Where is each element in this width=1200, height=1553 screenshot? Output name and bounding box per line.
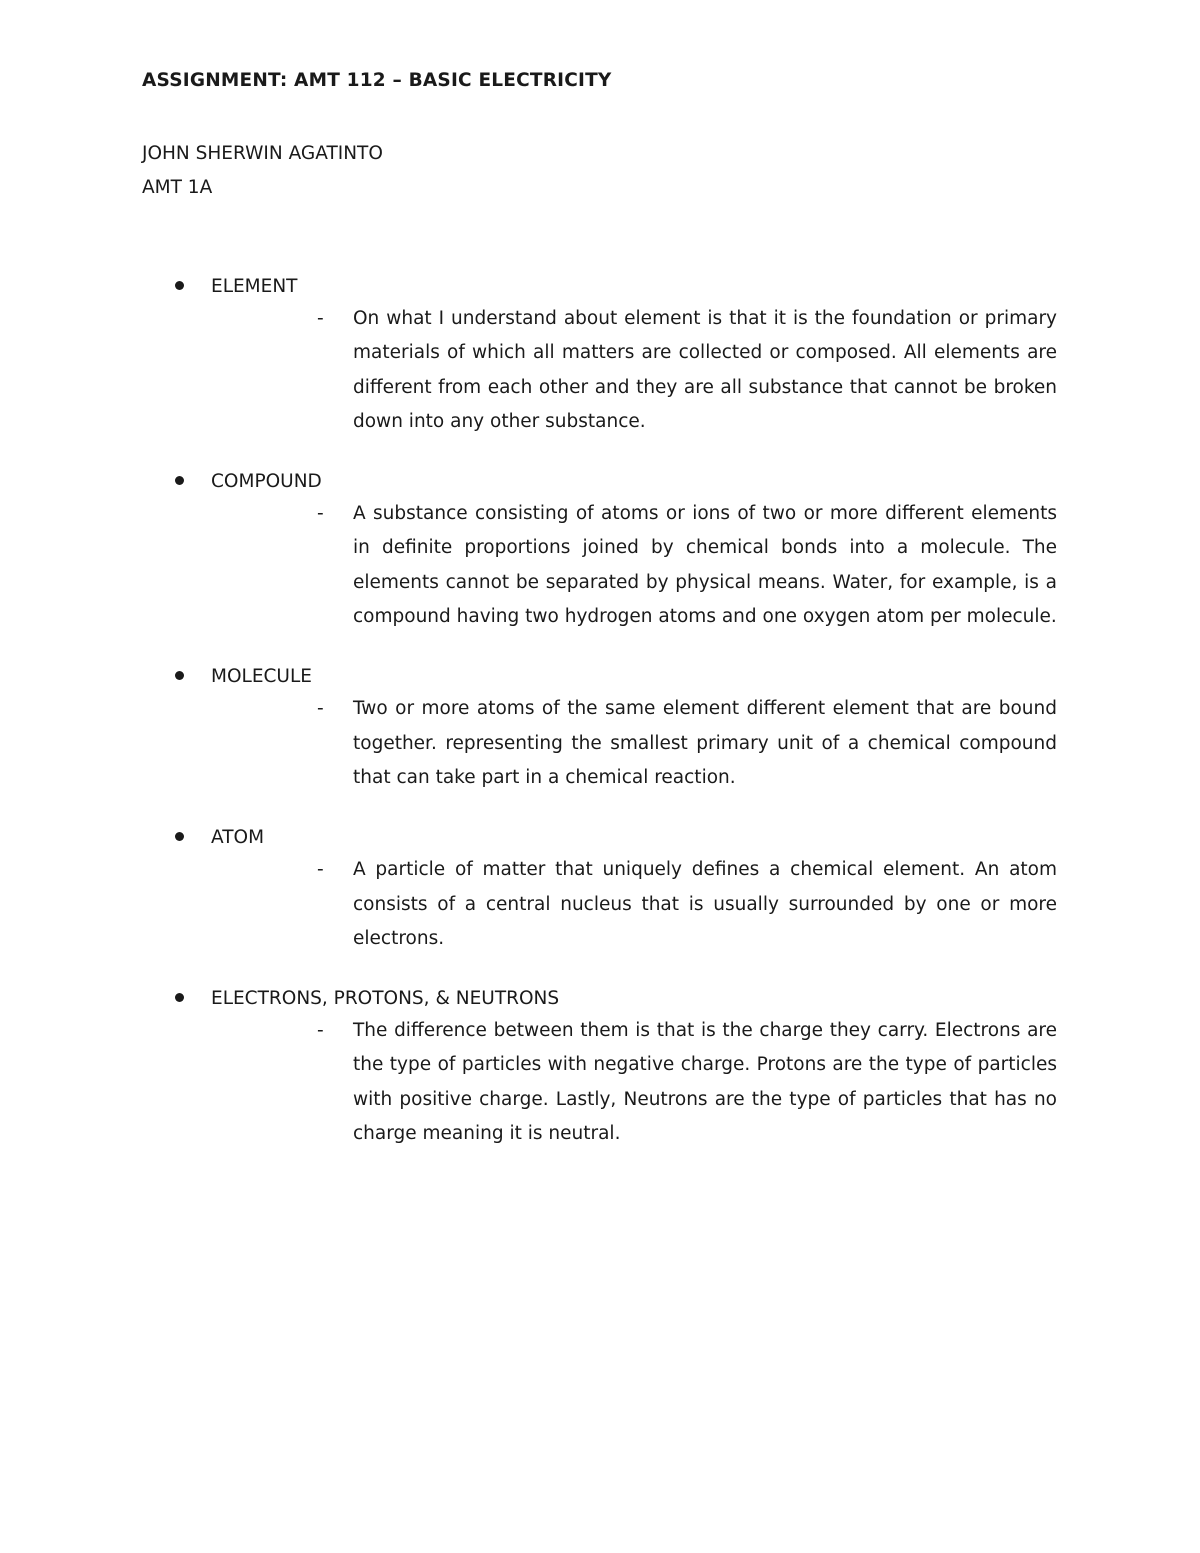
term-item-compound xyxy=(0,471,1200,634)
bullet-icon xyxy=(175,993,184,1002)
term-item-molecule xyxy=(0,666,1200,795)
dash-marker: - xyxy=(317,308,324,329)
dash-marker: - xyxy=(317,859,324,881)
term-label: ELEMENT xyxy=(211,276,298,297)
term-label: ATOM xyxy=(211,827,265,849)
bullet-icon xyxy=(175,832,184,841)
dash-marker: - xyxy=(317,698,324,720)
class-section: AMT 1A xyxy=(142,177,213,198)
author-name: JOHN SHERWIN AGATINTO xyxy=(142,143,383,164)
term-definition: Two or more atoms of the same element different element that are bound together. representing the smallest primary unit of a chemical compound that can take part in a chemical reaction. xyxy=(353,698,1057,788)
term-item-element xyxy=(0,276,1200,439)
bullet-icon xyxy=(175,281,184,290)
term-item-atom xyxy=(0,827,1200,956)
term-definition: The difference between them is that is the charge they carry. Electrons are the type of particles with negative charge. Protons are the type of particles with positive charge. Lastly, Neutrons are the type of particles that has no charge meaning it is neutral. xyxy=(353,1020,1057,1145)
bullet-icon xyxy=(175,476,184,485)
term-list xyxy=(0,276,1200,1183)
document-title: ASSIGNMENT: AMT 112 – BASIC ELECTRICITY xyxy=(142,70,612,91)
term-label: ELECTRONS, PROTONS, & NEUTRONS xyxy=(211,988,560,1010)
term-definition: On what I understand about element is that it is the foundation or primary materials of which all matters are collected or composed. All elements are different from each other and they are all substance that cannot be broken down into any other substance. xyxy=(353,308,1057,432)
dash-marker: - xyxy=(317,503,324,525)
term-item-particles xyxy=(0,988,1200,1151)
bullet-icon xyxy=(175,671,184,680)
term-definition: A particle of matter that uniquely defines a chemical element. An atom consists of a central nucleus that is usually surrounded by one or more electrons. xyxy=(353,859,1057,949)
term-label: COMPOUND xyxy=(211,471,322,493)
term-label: MOLECULE xyxy=(211,666,312,688)
dash-marker: - xyxy=(317,1020,324,1042)
term-definition: A substance consisting of atoms or ions of two or more different elements in definite proportions joined by chemical bonds into a molecule. The elements cannot be separated by physical means. Water, for example, is a compound having two hydrogen atoms and one oxygen atom per molecule. xyxy=(353,503,1057,628)
